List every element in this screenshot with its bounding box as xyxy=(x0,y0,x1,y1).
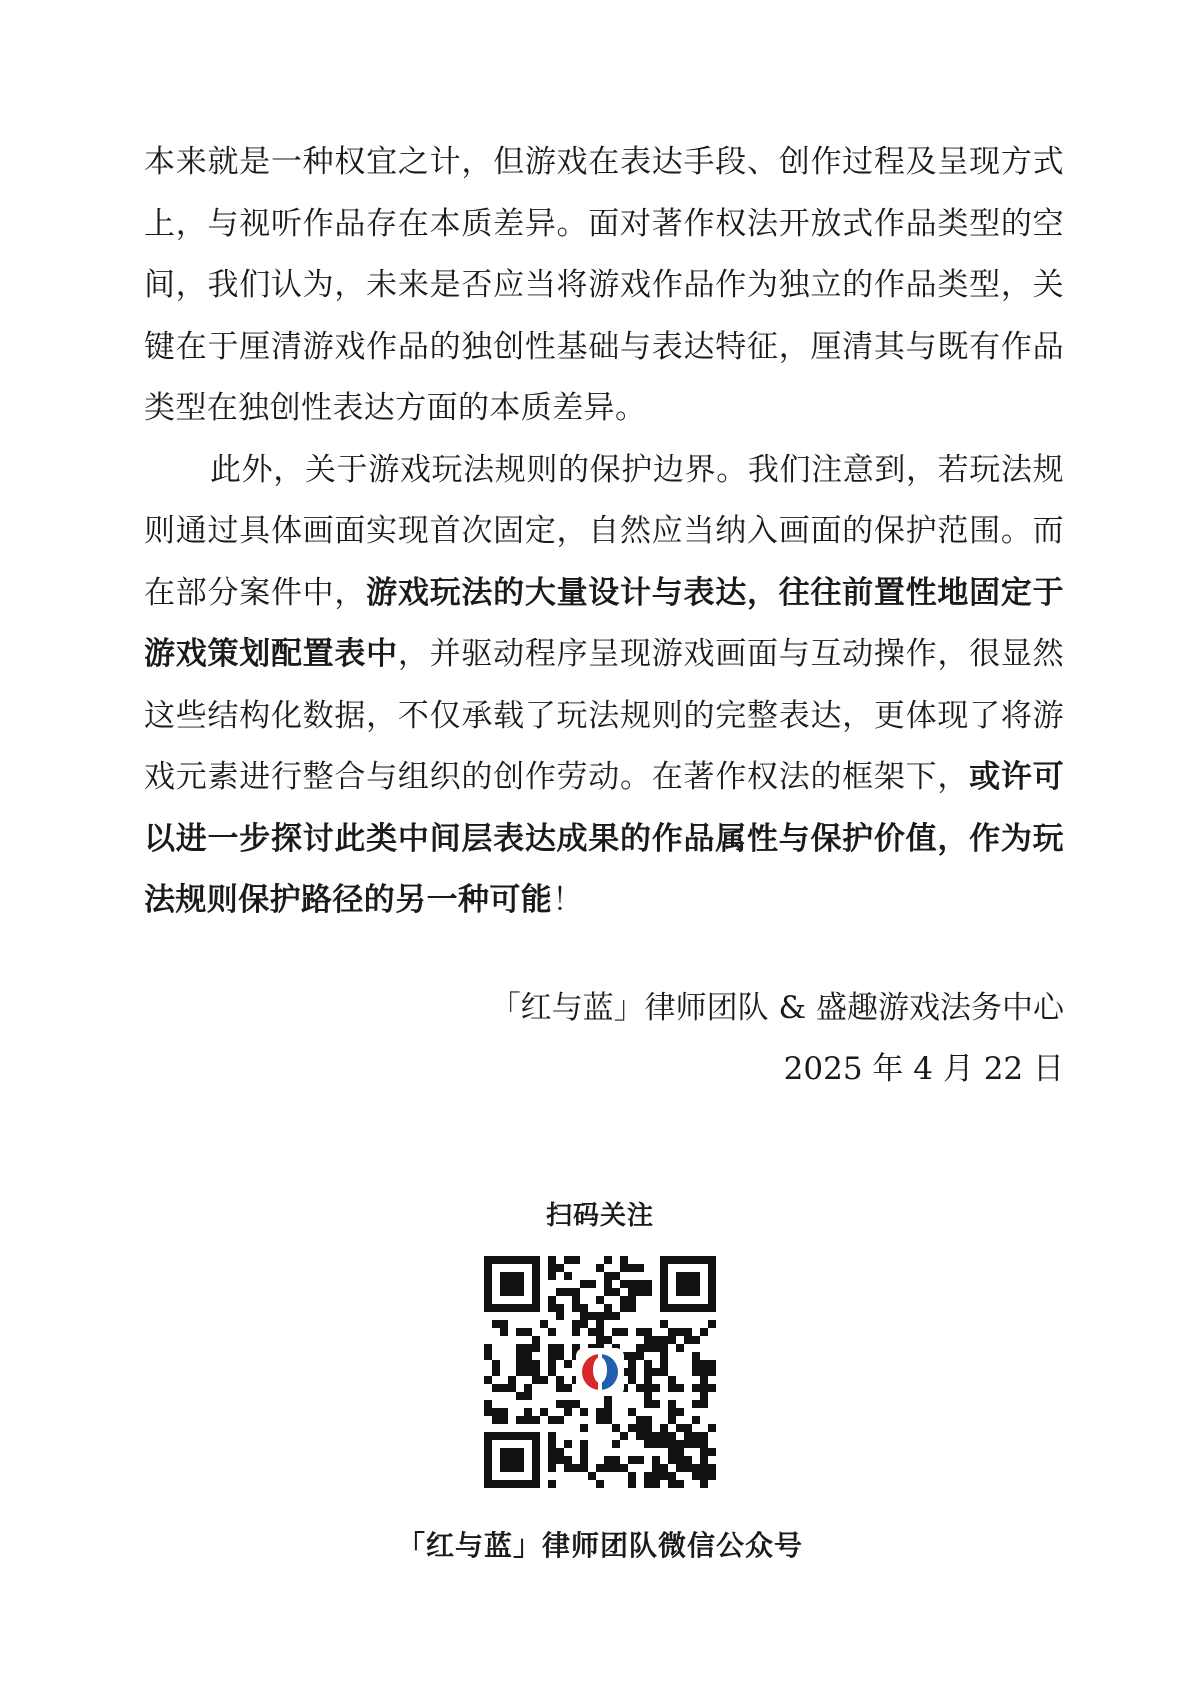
paragraph-2-bold-b: 游戏玩法的大量设计与表达，往往前置性地固定于游戏策划配置表中 xyxy=(144,574,1064,672)
qr-code[interactable] xyxy=(484,1256,716,1488)
signature-date: 2025 年 4 月 22 日 xyxy=(783,1050,1064,1087)
paragraph-2-bold-d: 或许可以进一步探讨此类中间层表达成果的作品属性与保护价值，作为玩法规则保护路径的另一种可能 xyxy=(144,759,1064,918)
qr-title: 扫码关注 xyxy=(545,1201,654,1231)
paragraph-2 xyxy=(144,440,1064,932)
red-blue-logo-icon xyxy=(576,1348,624,1396)
qr-code-image xyxy=(484,1256,716,1488)
signature-block xyxy=(144,978,1064,1100)
paragraph-1: 本来就是一种权宜之计，但游戏在表达手段、创作过程及呈现方式上，与视听作品存在本质差异。面对著作权法开放式作品类型的空间，我们认为，未来是否应当将游戏作品作为独立的作品类型，关键在于厘清游戏作品的独创性基础与表达特征，厘清其与既有作品类型在独创性表达方面的本质差异。 xyxy=(144,144,1064,426)
signature-org: 「红与蓝」律师团队 & 盛趣游戏法务中心 xyxy=(489,989,1064,1026)
paragraph-2-text-a: 此外，关于游戏玩法规则的保护边界。我们注意到，若玩法规则通过具体画面实现首次固定，自然应当纳入画面的保护范围。而在部分案件中， xyxy=(144,451,1064,611)
paragraph-2-text-e: ！ xyxy=(552,882,584,918)
article-body xyxy=(144,132,1064,1100)
qr-caption: 「红与蓝」律师团队微信公众号 xyxy=(396,1529,803,1562)
qr-section xyxy=(0,1195,1200,1564)
paragraph-2-text-c: ，并驱动程序呈现游戏画面与互动操作，很显然这些结构化数据，不仅承载了玩法规则的完整表达，更体现了将游戏元素进行整合与组织的创作劳动。在著作权法的框架下， xyxy=(144,636,1064,795)
